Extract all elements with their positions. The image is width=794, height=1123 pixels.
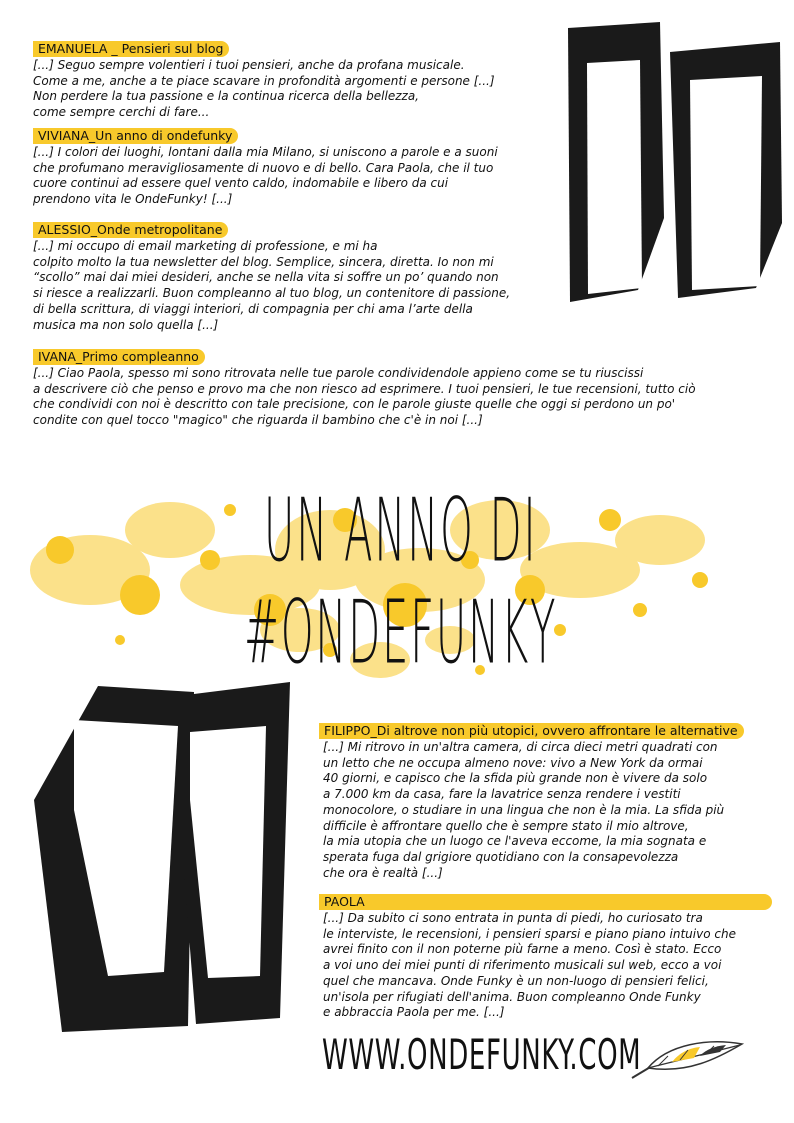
feather-icon — [628, 1038, 746, 1082]
testimonial-paola — [319, 894, 772, 1021]
testimonial-text: [...] Seguo sempre volentieri i tuoi pensieri, anche da profana musicale. Come a me, anche a te piace scavare in profondità argomenti e persone [...] Non perdere la tua passione e la continua ricerca della bellezza, come sempre cerchi di fare... — [33, 58, 495, 120]
testimonial-text: [...] I colori dei luoghi, lontani dalla mia Milano, si uniscono a parole e a suoni che profumano meravigliosamente di nuovo e di bello. Cara Paola, che il tuo cuore continui ad essere quel vento caldo, indomabile e libero da cui prendono vita le OndeFunky! [...] — [33, 145, 498, 207]
testimonial-emanuela — [33, 38, 495, 121]
testimonial-ivana — [33, 346, 696, 429]
testimonial-author: VIVIANA_Un anno di ondefunky — [33, 128, 238, 144]
testimonial-filippo — [319, 720, 744, 881]
testimonial-author: FILIPPO_Di altrove non più utopici, ovvero affrontare le alternative — [319, 723, 744, 739]
testimonial-text: [...] Ciao Paola, spesso mi sono ritrovata nelle tue parole condividendole appieno come se tu riuscissi a descrivere ciò che penso e provo ma che non riesco ad esprimere. I tuoi pensieri, le tue recensioni, tutto ciò che condividi con noi è descritto con tale precisione, con le parole giuste quelle che oggi si perdono un po' condite con quel tocco "magico" che riguarda il bambino che c'è in noi [...] — [33, 366, 696, 428]
testimonial-text: [...] mi occupo di email marketing di professione, e mi ha colpito molto la tua newsletter del blog. Semplice, sincera, diretta. Io non mi “scollo” mai dai miei desideri, anche se nella vita si soffre un po’ quando non si riesce a realizzarli. Buon compleanno al tuo blog, un contenitore di passione, di bella scrittura, di viaggi interiori, di compagnia per chi ama l’arte della musica ma non solo quella [...] — [33, 239, 511, 332]
closing-quote-icon — [560, 18, 790, 318]
testimonial-text: [...] Mi ritrovo in un'altra camera, di circa dieci metri quadrati con un letto che ne occupa almeno nove: vivo a New York da ormai 40 giorni, e capisco che la sfida più grande non è vivere da solo a 7.000 km da casa, fare la lavatrice senza rendere i vestiti monocolore, o studiare in una lingua che non è la mia. La sfida più difficile è affrontare quello che è sempre stato il mio altrove, la mia utopia che un luogo ce l'aveva eccome, la mia sognata e sperata fuga dal grigiore quotidiano con la consapevolezza che ora è realtà [...] — [323, 740, 725, 880]
testimonial-author: ALESSIO_Onde metropolitane — [33, 222, 228, 238]
page-title: UN ANNO DI #ONDEFUNKY — [244, 478, 558, 684]
opening-quote-icon — [28, 680, 298, 1050]
testimonial-viviana — [33, 125, 498, 208]
testimonial-text: [...] Da subito ci sono entrata in punta di piedi, ho curiosato tra le interviste, le recensioni, i pensieri sparsi e piano piano intuivo che avrei finito con il non poterne più farne a meno. Così è stato. Ecco a voi uno dei miei punti di riferimento musicali sul web, ecco a voi quel che mancava. Onde Funky è un non-luogo di pensieri felici, un'isola per rifugiati dell'anima. Buon compleanno Onde Funky e abbraccia Paola per me. [...] — [323, 911, 736, 1020]
testimonial-author: IVANA_Primo compleanno — [33, 349, 205, 365]
testimonial-author: PAOLA — [319, 894, 772, 910]
website-url: WWW.ONDEFUNKY.COM — [322, 1030, 642, 1079]
testimonial-alessio — [33, 219, 510, 333]
testimonial-author: EMANUELA _ Pensieri sul blog — [33, 41, 229, 57]
